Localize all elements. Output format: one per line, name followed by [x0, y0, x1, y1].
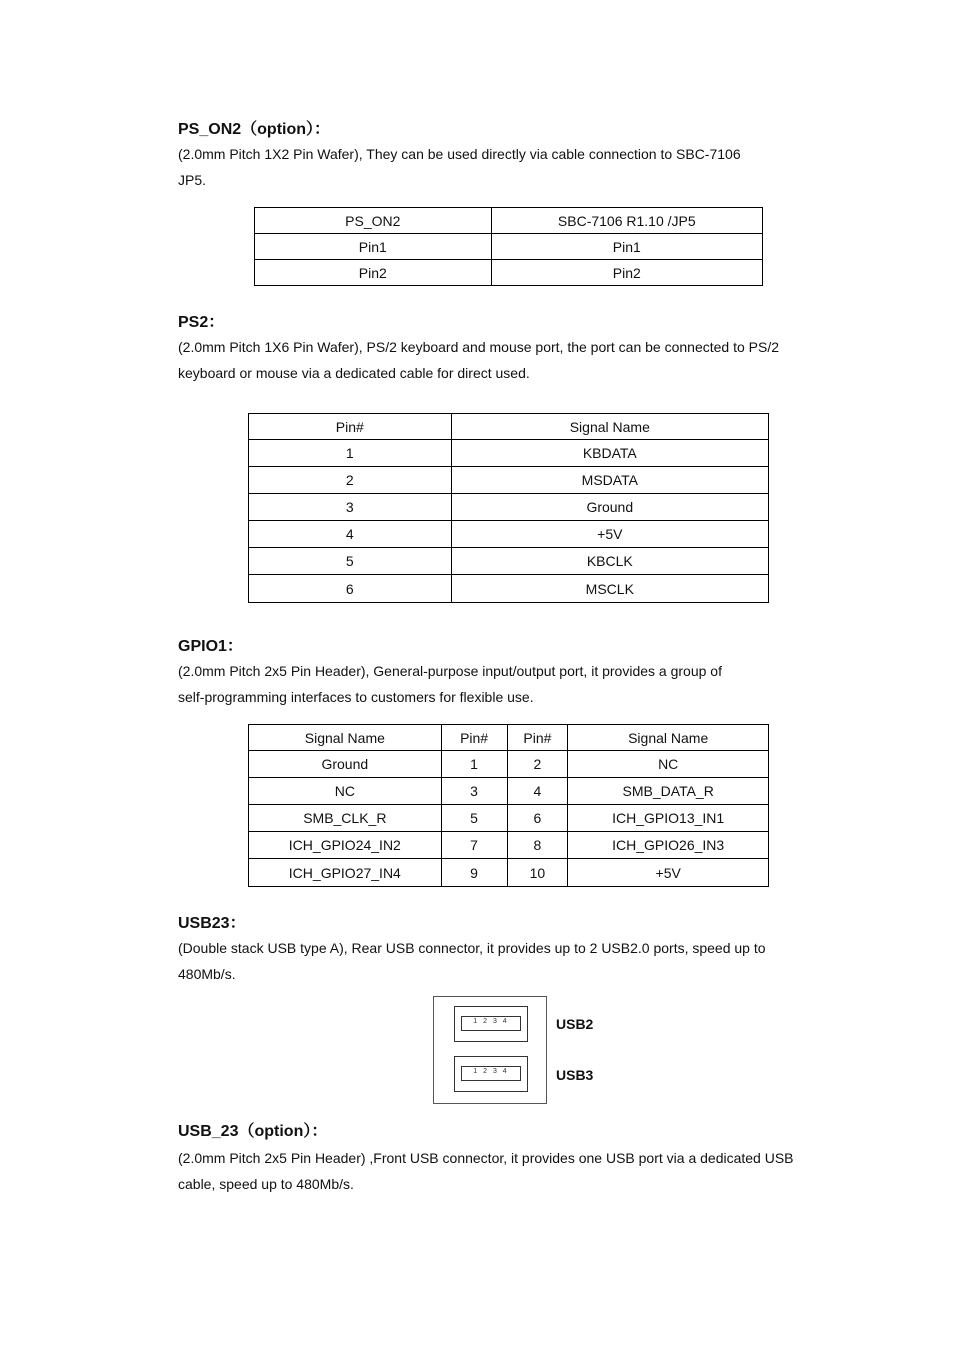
table-cell: Pin# [507, 725, 568, 751]
table-cell: 1 [441, 751, 507, 778]
table-cell: Pin2 [491, 260, 762, 286]
table-cell: Pin1 [255, 234, 492, 260]
table-cell: Pin# [441, 725, 507, 751]
ps2-desc-line2: keyboard or mouse via a dedicated cable for direct used. [178, 364, 530, 381]
usb-23-desc-line2: cable, speed up to 480Mb/s. [178, 1175, 354, 1192]
usb23-heading: USB23： [178, 915, 246, 932]
table-cell: +5V [451, 521, 768, 548]
usb2-contacts: 1 2 3 4 [473, 1018, 509, 1025]
ps-on2-description [178, 142, 868, 193]
table-cell: 6 [249, 575, 452, 603]
table-cell: ICH_GPIO26_IN3 [568, 832, 769, 859]
usb3-contacts: 1 2 3 4 [473, 1068, 509, 1075]
usb23-description [178, 936, 868, 987]
ps2-heading: PS2： [178, 314, 225, 331]
table-cell: SMB_DATA_R [568, 778, 769, 805]
table-cell: 10 [507, 859, 568, 887]
table-cell: 7 [441, 832, 507, 859]
usb3-label: USB3 [556, 1067, 594, 1083]
ps2-description [178, 335, 868, 386]
table-cell: 4 [507, 778, 568, 805]
usb2-port-icon [454, 1006, 528, 1042]
gpio1-table [248, 724, 769, 887]
table-cell: 3 [441, 778, 507, 805]
table-cell: 5 [249, 548, 452, 575]
ps-on2-desc-line2: JP5. [178, 171, 207, 188]
table-cell: Pin# [249, 414, 452, 440]
usb3-port-icon [454, 1056, 528, 1092]
table-cell: SBC-7106 R1.10 /JP5 [491, 208, 762, 234]
table-cell: ICH_GPIO13_IN1 [568, 805, 769, 832]
table-cell: 4 [249, 521, 452, 548]
table-cell: 3 [249, 494, 452, 521]
table-cell: PS_ON2 [255, 208, 492, 234]
usb2-label: USB2 [556, 1016, 594, 1032]
table-cell: ICH_GPIO24_IN2 [249, 832, 442, 859]
table-cell: +5V [568, 859, 769, 887]
table-row [249, 440, 769, 467]
table-row [255, 234, 763, 260]
usb2-port-slot [461, 1016, 521, 1031]
table-cell: 9 [441, 859, 507, 887]
usb3-port-slot [461, 1066, 521, 1081]
table-cell: 2 [507, 751, 568, 778]
table-cell: KBCLK [451, 548, 768, 575]
table-cell: MSDATA [451, 467, 768, 494]
ps2-desc-line1: (2.0mm Pitch 1X6 Pin Wafer), PS/2 keyboard and mouse port, the port can be connected to PS/2 [178, 339, 780, 355]
gpio1-heading: GPIO1： [178, 638, 243, 655]
table-cell: Ground [451, 494, 768, 521]
table-row [249, 467, 769, 494]
table-cell: NC [568, 751, 769, 778]
table-row [249, 548, 769, 575]
table-cell: NC [249, 778, 442, 805]
table-cell: Pin1 [491, 234, 762, 260]
table-row [249, 832, 769, 859]
usb-23-desc-line1: (2.0mm Pitch 2x5 Pin Header) ,Front USB connector, it provides one USB port via a dedicated USB [178, 1150, 794, 1166]
usb23-desc-line1: (Double stack USB type A), Rear USB connector, it provides up to 2 USB2.0 ports, speed up to [178, 940, 766, 956]
table-row [255, 260, 763, 286]
table-cell: Signal Name [249, 725, 442, 751]
ps2-table [248, 413, 769, 603]
table-cell: 1 [249, 440, 452, 467]
table-cell: ICH_GPIO27_IN4 [249, 859, 442, 887]
table-row [249, 494, 769, 521]
gpio1-description [178, 659, 868, 710]
table-row [249, 414, 769, 440]
table-cell: Pin2 [255, 260, 492, 286]
ps-on2-heading: PS_ON2（option）： [178, 121, 331, 138]
table-cell: 5 [441, 805, 507, 832]
table-row [249, 751, 769, 778]
ps-on2-table [254, 207, 763, 286]
gpio1-desc-line1: (2.0mm Pitch 2x5 Pin Header), General-purpose input/output port, it provides a group of [178, 663, 722, 679]
table-cell: 2 [249, 467, 452, 494]
table-cell: Signal Name [568, 725, 769, 751]
table-cell: Signal Name [451, 414, 768, 440]
usb-connector-diagram [433, 996, 547, 1104]
ps-on2-desc-line1: (2.0mm Pitch 1X2 Pin Wafer), They can be used directly via cable connection to SBC-7106 [178, 146, 741, 162]
table-cell: MSCLK [451, 575, 768, 603]
table-row [249, 521, 769, 548]
table-row [249, 778, 769, 805]
usb23-desc-line2: 480Mb/s. [178, 965, 236, 982]
gpio1-desc-line2: self-programming interfaces to customers for flexible use. [178, 688, 534, 705]
usb-23-description [178, 1146, 868, 1197]
table-cell: KBDATA [451, 440, 768, 467]
table-row [249, 805, 769, 832]
table-row [249, 575, 769, 603]
table-cell: SMB_CLK_R [249, 805, 442, 832]
table-cell: Ground [249, 751, 442, 778]
table-row [249, 725, 769, 751]
table-row [249, 859, 769, 887]
table-cell: 8 [507, 832, 568, 859]
usb-23-heading: USB_23（option）： [178, 1123, 328, 1140]
table-cell: 6 [507, 805, 568, 832]
table-row [255, 208, 763, 234]
